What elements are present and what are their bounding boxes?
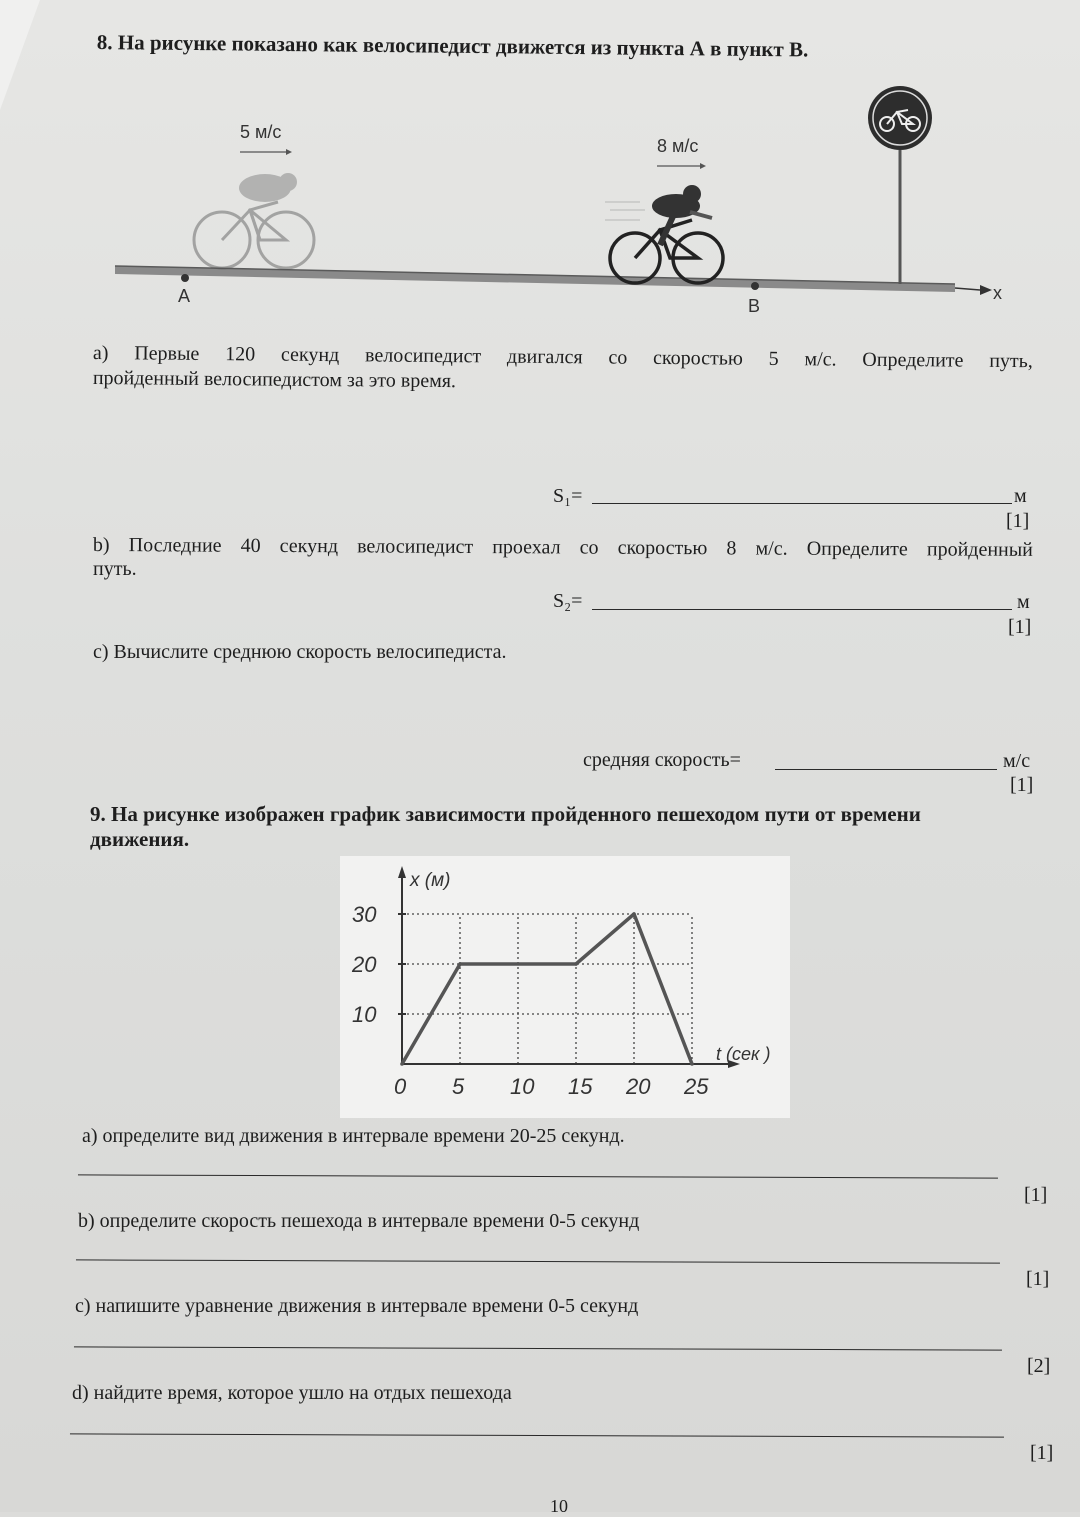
s2-label: S₂= — [553, 590, 583, 612]
task9d-mark: [1] — [1030, 1442, 1054, 1464]
task8a-line1: а) Первые 120 секунд велосипедист двигался со скоростью 5 м/с. Определите путь, — [92, 341, 1033, 373]
page-number: 10 — [550, 1496, 568, 1516]
y-tick-label: 30 — [352, 902, 377, 927]
task8b-line2: путь. — [93, 558, 137, 580]
task9-title-line2: движения. — [90, 827, 190, 851]
task9-title-line1: 9. На рисунке изображен график зависимости пройденного пешеходом пути от времени — [90, 802, 921, 826]
task9c-text: с) напишите уравнение движения в интервале времени 0-5 секунд — [75, 1295, 639, 1317]
task8-title: 8. На рисунке показано как велосипедист движется из пункта А в пункт В. — [96, 30, 809, 62]
s1-answer-line[interactable] — [592, 482, 1012, 504]
task8b-mark: [1] — [1008, 616, 1032, 638]
task8c-mark: [1] — [1010, 774, 1034, 796]
cyclist-figure — [100, 80, 1030, 320]
x-tick-label: 5 — [452, 1074, 465, 1099]
avg-speed-unit: м/с — [1003, 750, 1031, 772]
point-a-dot — [181, 274, 189, 282]
bicycle-sign-icon — [868, 86, 932, 284]
road — [115, 266, 955, 292]
task8b-line1: b) Последние 40 секунд велосипедист проехал со скоростью 8 м/с. Определите пройденный — [92, 534, 1033, 561]
task9b-mark: [1] — [1026, 1268, 1050, 1290]
task8a-mark: [1] — [1006, 510, 1030, 532]
distance-time-chart — [340, 856, 790, 1118]
x-axis-arrow — [955, 288, 980, 290]
task9a-text: а) определите вид движения в интервале времени 20-25 секунд. — [82, 1125, 625, 1147]
avg-speed-answer-line[interactable] — [775, 749, 997, 770]
chart-point — [690, 1062, 694, 1066]
point-b-label: B — [748, 296, 761, 316]
task9b-text: b) определите скорость пешехода в интервале времени 0-5 секунд — [78, 1210, 640, 1232]
task9c-answer-line[interactable] — [74, 1330, 1002, 1350]
chart-point — [632, 912, 636, 916]
s2-unit: м — [1017, 591, 1030, 613]
chart-point — [574, 962, 578, 966]
chart-background — [340, 856, 790, 1118]
s1-label: S₁= — [553, 485, 583, 507]
point-a-label: A — [178, 286, 191, 306]
chart-ylabel: x (м) — [410, 870, 451, 891]
x-axis-label: x — [993, 283, 1002, 303]
speed-left-label: 5 м/с — [240, 122, 282, 142]
x-tick-label: 10 — [510, 1074, 535, 1099]
task8a-line2: пройденный велосипедистом за это время. — [92, 366, 457, 393]
task9d-answer-line[interactable] — [70, 1417, 1004, 1437]
avg-speed-label: средняя скорость= — [583, 749, 741, 771]
x-tick-label: 25 — [684, 1074, 709, 1099]
chart-point — [458, 962, 462, 966]
x-tick-label: 15 — [568, 1074, 593, 1099]
point-b-dot — [751, 282, 759, 290]
s2-answer-line[interactable] — [592, 590, 1012, 610]
task9a-mark: [1] — [1024, 1184, 1048, 1206]
x-tick-label: 0 — [394, 1074, 407, 1099]
x-tick-label: 20 — [626, 1074, 651, 1099]
task9d-text: d) найдите время, которое ушло на отдых пешехода — [72, 1382, 512, 1404]
paper-corner — [0, 0, 40, 110]
y-tick-label: 20 — [352, 952, 377, 977]
task9c-mark: [2] — [1027, 1355, 1051, 1377]
task9b-answer-line[interactable] — [76, 1243, 1000, 1263]
speed-right-label: 8 м/с — [657, 136, 699, 156]
cyclist-right-icon — [610, 185, 723, 283]
chart-xlabel: t (сек ) — [716, 1044, 771, 1064]
s1-unit: м — [1014, 485, 1027, 507]
y-tick-label: 10 — [352, 1002, 377, 1027]
cyclist-left-icon — [194, 173, 314, 268]
chart-point — [400, 1062, 404, 1066]
task8c-text: с) Вычислите среднюю скорость велосипедиста. — [93, 641, 507, 663]
task9a-answer-line[interactable] — [78, 1158, 998, 1178]
